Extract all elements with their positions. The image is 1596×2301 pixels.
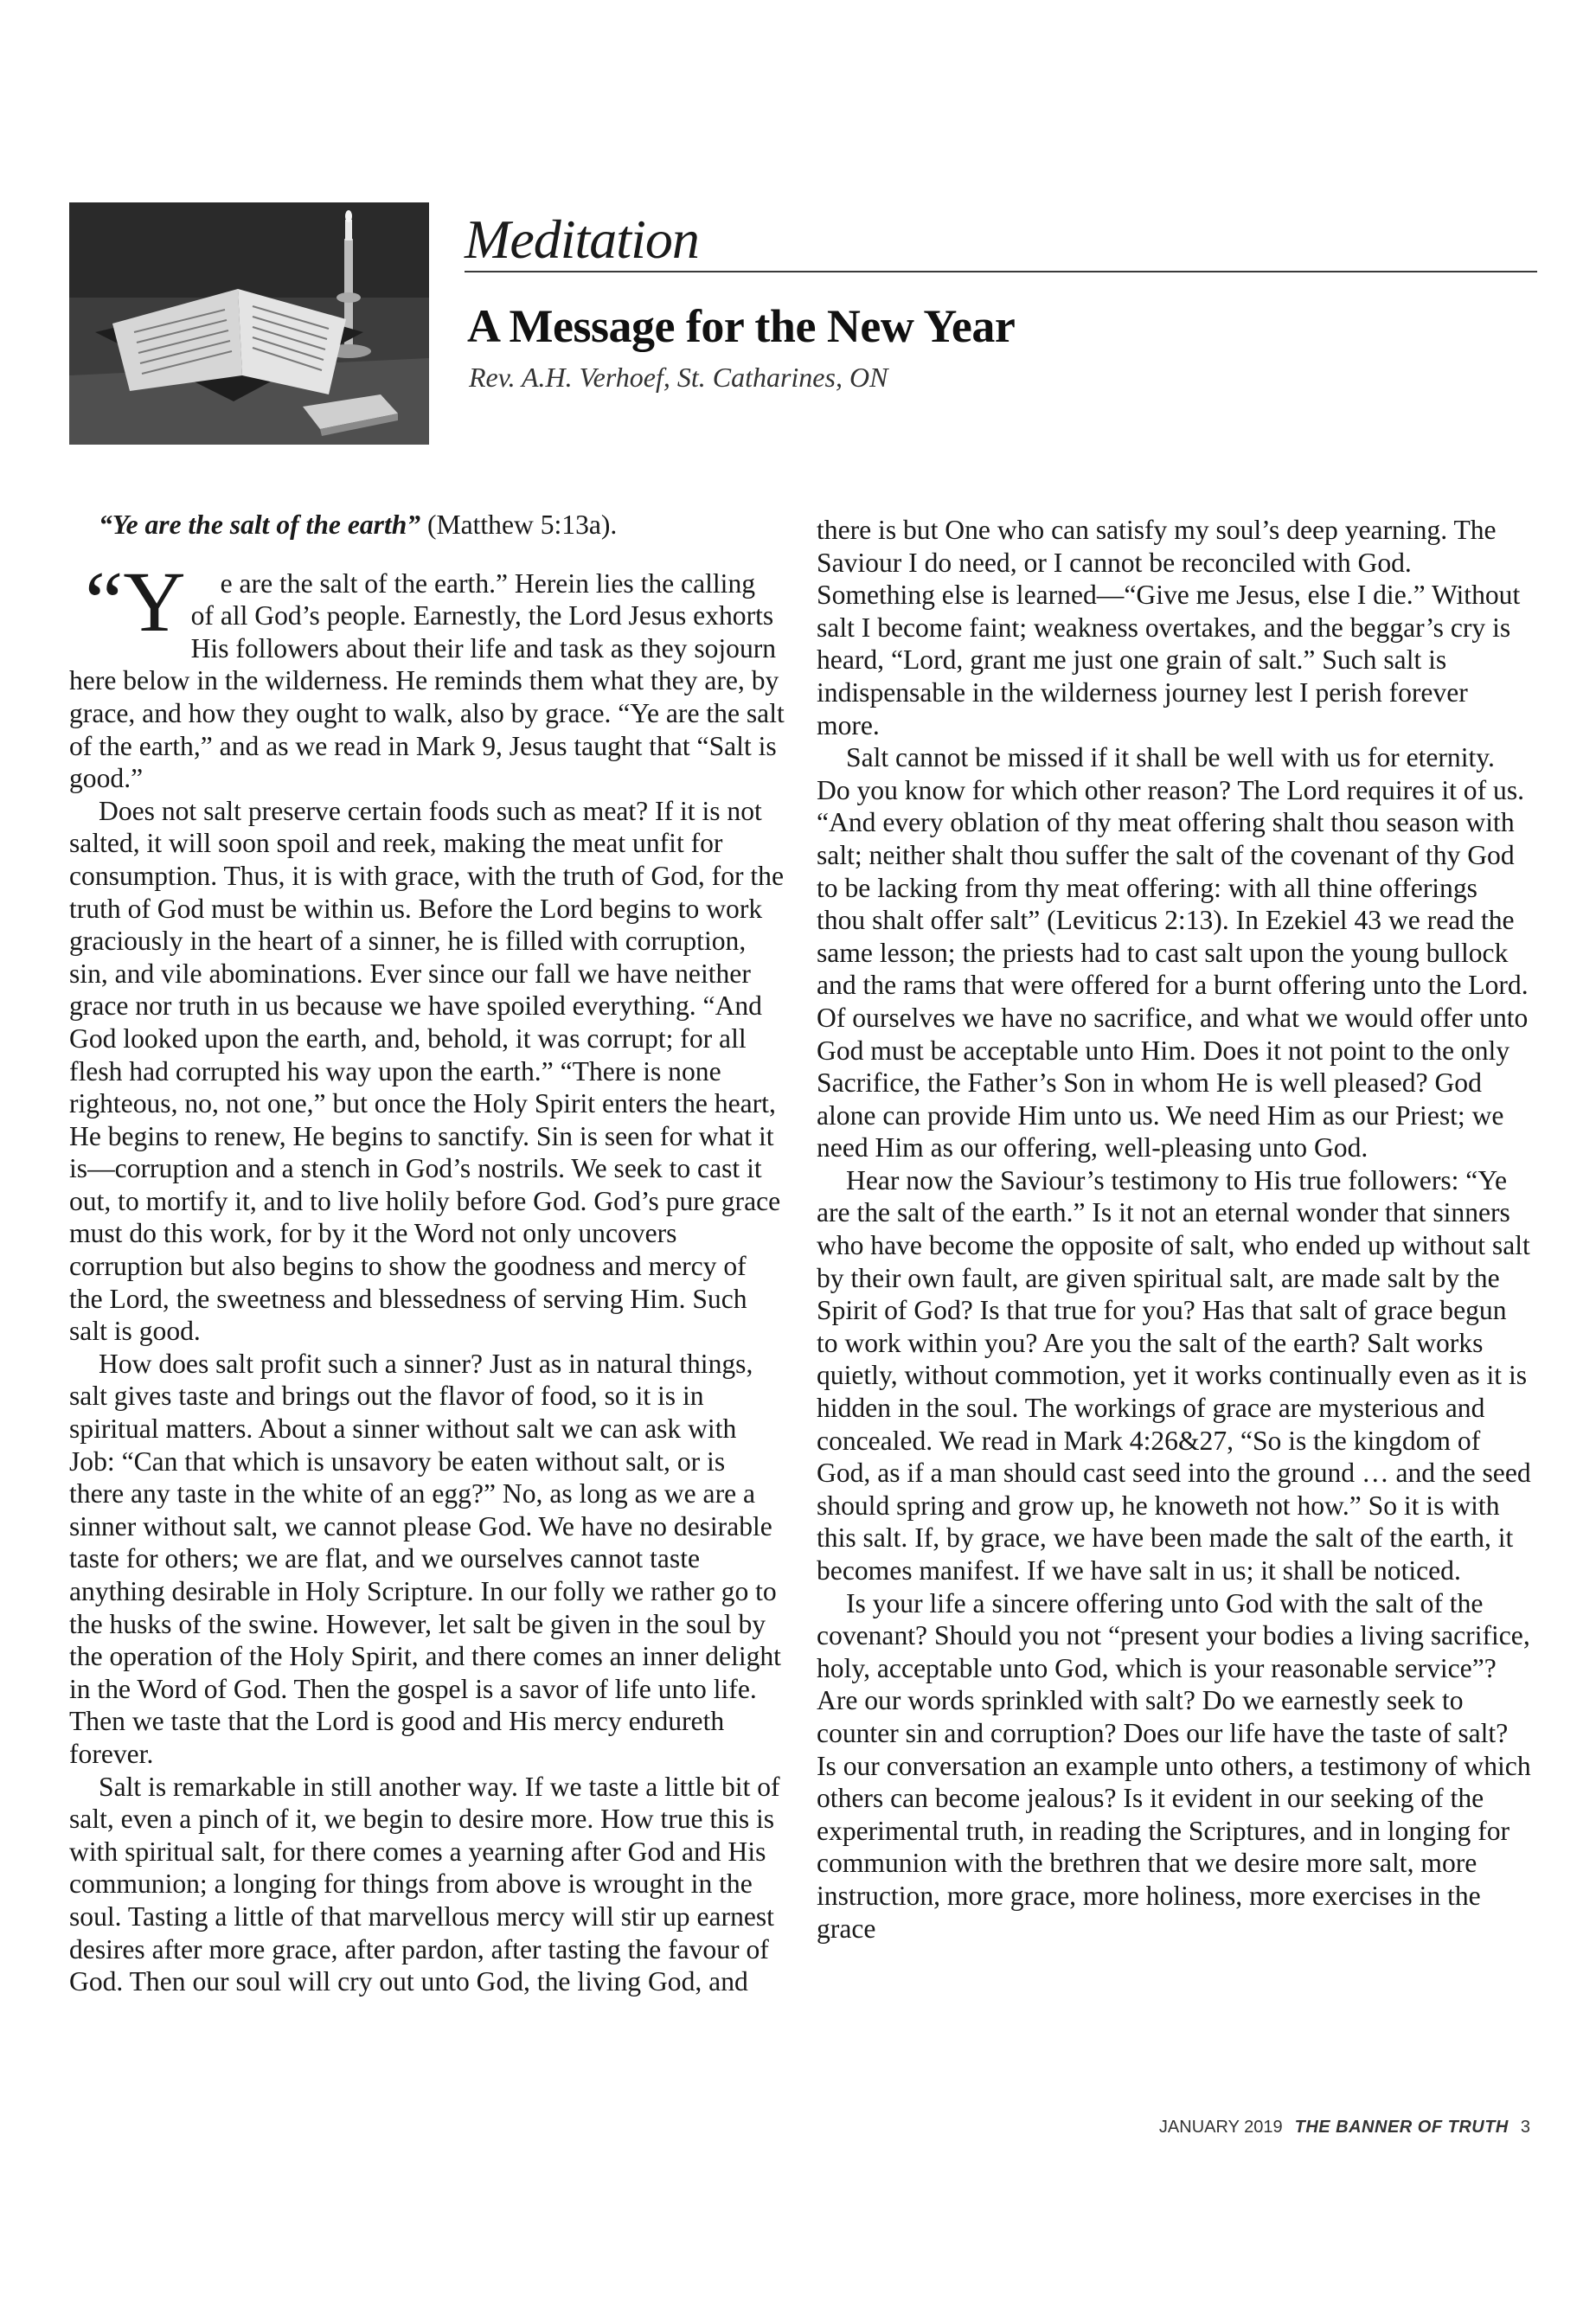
body-paragraph: How does salt profit such a sinner? Just as in natural things, salt gives taste and brings out the flavor of food, so it is in spiritual matters. About a sinner without salt we can ask with Job: “Can that which is unsavory be eaten without salt, or is there any taste in the white of an egg?” No, as long as we are a sinner without salt, we cannot please God. We have no desirable taste for others; we are flat, and we ourselves cannot taste anything desirable in Holy Scripture. In our folly we rather go to the husks of the swine. However, let salt be given in the soul by the operation of the Holy Spirit, and there comes an inner delight in the Word of God. Then the gospel is a savor of life unto life. Then we taste that the Lord is good and His mercy endureth forever. <box>69 1348 781 1769</box>
body-paragraph: Salt is remarkable in still another way. If we taste a little bit of salt, even a pinch of it, we begin to desire more. How true this is with spiritual salt, for there comes a yearning after God and His communion; a longing for things from above is wrought in the soul. Tasting a little of that marvellous mercy will stir up earnest desires after more grace, after pardon, after tasting the favour of God. Then our soul will cry out unto God, the living God, and <box>69 1771 780 1997</box>
right-column <box>817 514 1531 1945</box>
open-bible-icon <box>69 202 429 445</box>
page-number: 3 <box>1520 2118 1530 2137</box>
epigraph-reference: (Matthew 5:13a). <box>420 510 618 540</box>
body-paragraph: Is your life a sincere offering unto God with the salt of the covenant? Should you not “present your bodies a living sacrifice, holy, acceptable unto God, which is your reasonable service”? Are our words sprinkled with salt? Do we earnestly seek to counter sin and corruption? Does our life have the taste of salt? Is our conversation an example unto others, a testimony of which others can become jealous? Is it evident in our seeking of the experimental truth, in reading the Scriptures, and in longing for communion with the brethren that we desire more salt, more instruction, more grace, more holiness, more exercises in the grace <box>817 1587 1531 1944</box>
left-column <box>69 509 785 1998</box>
epigraph <box>69 509 785 542</box>
body-paragraph: Hear now the Saviour’s testimony to His true followers: “Ye are the salt of the earth.” Is it not an eternal wonder that sinners who have become the opposite of salt, who ended up without salt by their own fault, are given spiritual salt, are made salt by the Spirit of God? Is that true for you? Has that salt of grace begun to work within you? Are you the salt of the earth? Salt works quietly, without commotion, yet it works continually even as it is hidden in the soul. The workings of grace are mysterious and concealed. We read in Mark 4:26&27, “So is the kingdom of God, as if a man should cast seed into the ground … and the seed should spring and grow up, he knoweth not how.” So it is with this salt. If, by grace, we have been made the salt of the earth, it becomes manifest. If we have salt in us; it shall be noticed. <box>817 1164 1531 1586</box>
body-paragraph: there is but One who can satisfy my soul’s deep yearning. The Saviour I do need, or I cannot be reconciled with God. Something else is learned—“Give me Jesus, else I die.” Without salt I become faint; weakness overtakes, and the beggar’s cry is heard, “Lord, grant me just one grain of salt.” Such salt is indispensable in the wilderness journey lest I perish forever more. <box>817 515 1521 740</box>
paragraph-text: e are the salt of the earth.” Herein lies the calling of all God’s people. Earnestly, the Lord Jesus exhorts His followers about their life and task as they sojourn here below in the wilderness. He reminds them what they are, by grace, and how they ought to walk, also by grace. “Ye are the salt of the earth,” and as we read in Mark 9, Jesus taught that “Salt is good.” <box>69 567 785 794</box>
header-divider <box>465 271 1537 272</box>
section-label: Meditation <box>465 208 699 270</box>
magazine-name: THE BANNER OF TRUTH <box>1294 2118 1509 2137</box>
epigraph-quote: “Ye are the salt of the earth” <box>99 510 421 540</box>
issue-date: JANUARY 2019 <box>1158 2118 1283 2137</box>
open-bible-illustration <box>69 202 429 445</box>
body-paragraph: Does not salt preserve certain foods such as meat? If it is not salted, it will soon spoil and reek, making the meat unfit for consumption. Thus, it is with grace, with the truth of God, for the truth of God must be within us. Before the Lord begins to work graciously in the heart of a sinner, he is filled with corruption, sin, and vile abominations. Ever since our fall we have neither grace nor truth in us because we have spoiled everything. “And God looked upon the earth, and, behold, it was corrupt; for all flesh had corrupted his way upon the earth.” “There is none righteous, no, not one,” but once the Holy Spirit enters the heart, He begins to renew, He begins to sanctify. Sin is seen for what it is—corruption and a stench in God’s nostrils. We seek to cast it out, to mortify it, and to live holily before God. God’s pure grace must do this work, for by it the Word not only uncovers corruption but also begins to show the goodness and mercy of the Lord, the sweetness and blessedness of serving Him. Such salt is good. <box>69 795 785 1347</box>
page-footer <box>1159 2118 1530 2138</box>
body-paragraph <box>69 553 785 795</box>
article-title: A Message for the New Year <box>467 300 1016 352</box>
drop-cap: “Y <box>85 553 186 650</box>
article-byline: Rev. A.H. Verhoef, St. Catharines, ON <box>469 362 888 393</box>
body-paragraph: Salt cannot be missed if it shall be well with us for eternity. Do you know for which other reason? The Lord requires it of us. “And every oblation of thy meat offering shalt thou season with salt; neither shalt thou suffer the salt of the covenant of thy God to be lacking from thy meat offering: with all thine offerings thou shalt offer salt” (Leviticus 2:13). In Ezekiel 43 we read the same lesson; the priests had to cast salt upon the young bullock and the rams that were offered for a burnt offering unto the Lord. Of ourselves we have no sacrifice, and what we would offer unto God must be acceptable unto Him. Does it not point to the only Sacrifice, the Father’s Son in whom He is well pleased? God alone can provide Him unto us. We need Him as our Priest; we need Him as our offering, well-pleasing unto God. <box>817 742 1529 1163</box>
